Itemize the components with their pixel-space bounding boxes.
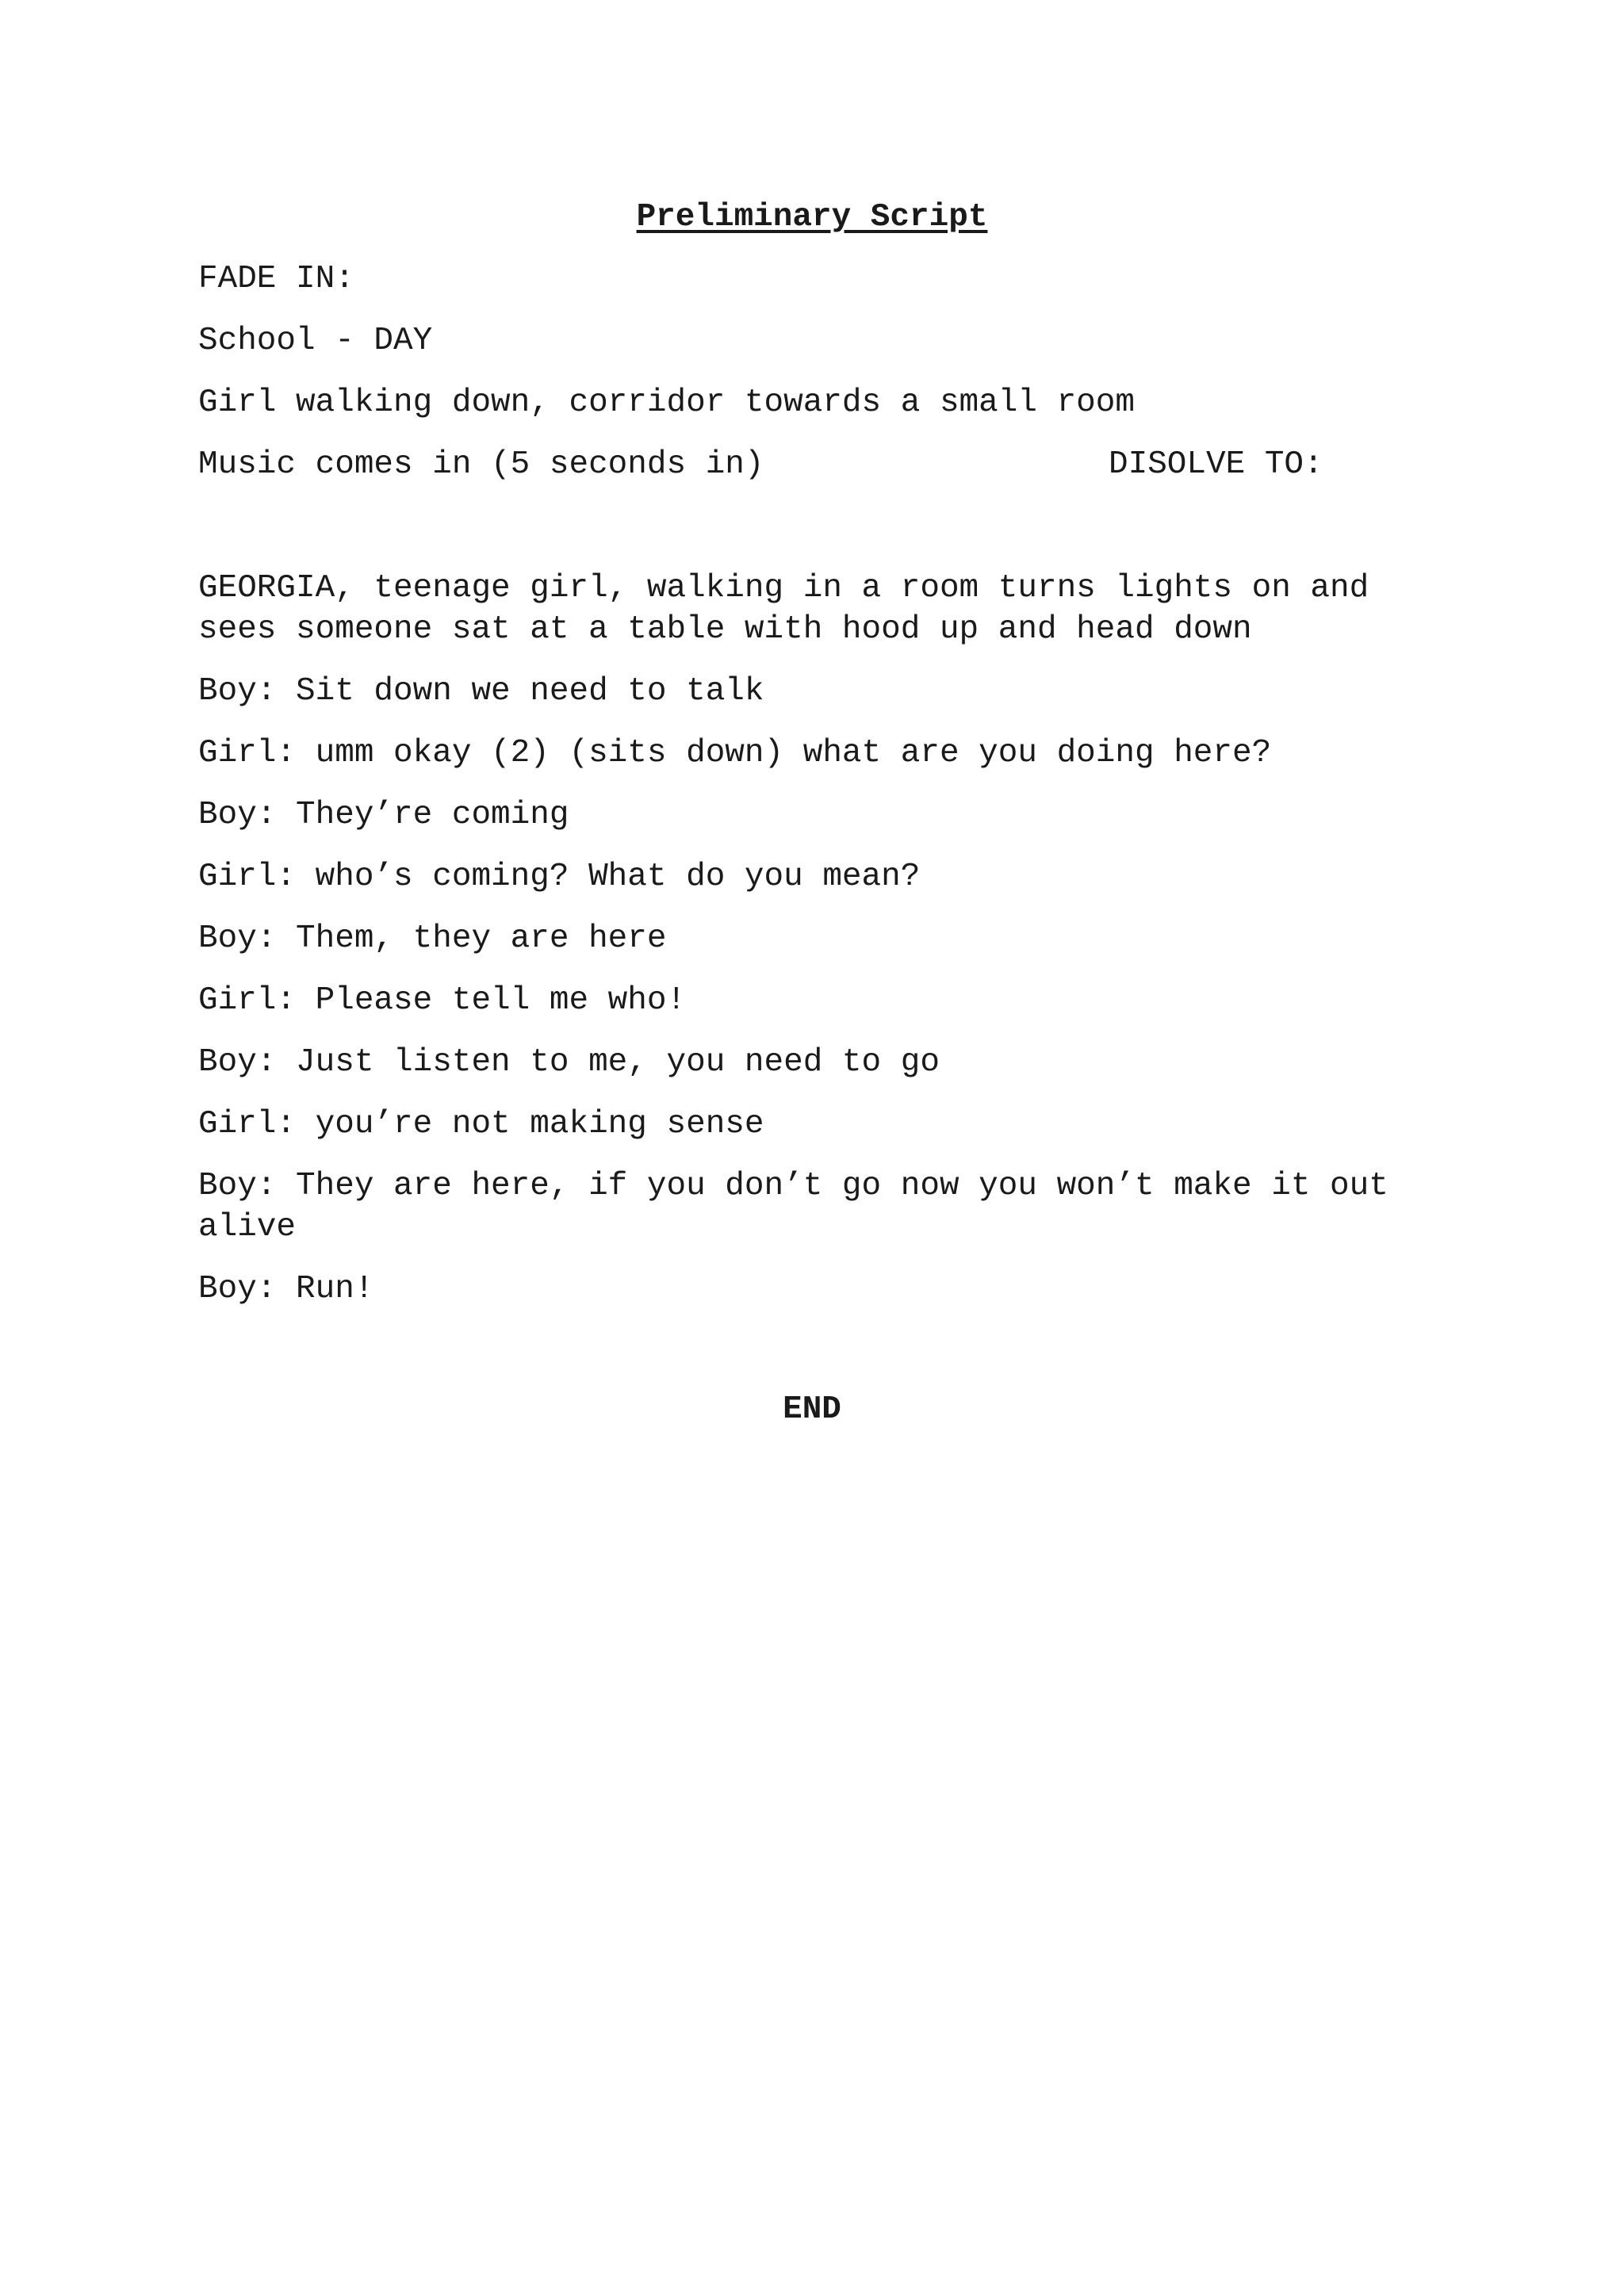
dialogue-line-final: Boy: Run! <box>198 1271 374 1307</box>
action-line-2: Music comes in (5 seconds in) <box>198 446 764 483</box>
dialogue-line-long-a: Boy: They are here, if you don’t go now you won’t make it out <box>198 1168 1388 1204</box>
end-marker: END <box>783 1391 841 1428</box>
action-line-1: Girl walking down, corridor towards a small room <box>198 385 1135 421</box>
dialogue-line: Boy: Them, they are here <box>198 920 667 957</box>
scene-heading: School - DAY <box>198 323 433 359</box>
dialogue-line: Girl: Please tell me who! <box>198 982 687 1019</box>
dialogue-line: Boy: Sit down we need to talk <box>198 673 764 710</box>
dialogue-line: Girl: you’re not making sense <box>198 1106 764 1142</box>
dialogue-line-long-b: alive <box>198 1209 297 1246</box>
dialogue-line: Boy: Just listen to me, you need to go <box>198 1044 940 1081</box>
dialogue-line: Girl: who’s coming? What do you mean? <box>198 859 921 895</box>
fade-in-line: FADE IN: <box>198 261 354 297</box>
dialogue-line: Boy: They’re coming <box>198 797 569 833</box>
dialogue-line: Girl: umm okay (2) (sits down) what are you doing here? <box>198 735 1272 771</box>
action-line-3a: GEORGIA, teenage girl, walking in a room turns lights on and <box>198 570 1369 607</box>
page-title: Preliminary Script <box>636 199 988 235</box>
transition-line: DISOLVE TO: <box>1109 446 1323 483</box>
action-line-3b: sees someone sat at a table with hood up and head down <box>198 611 1252 648</box>
